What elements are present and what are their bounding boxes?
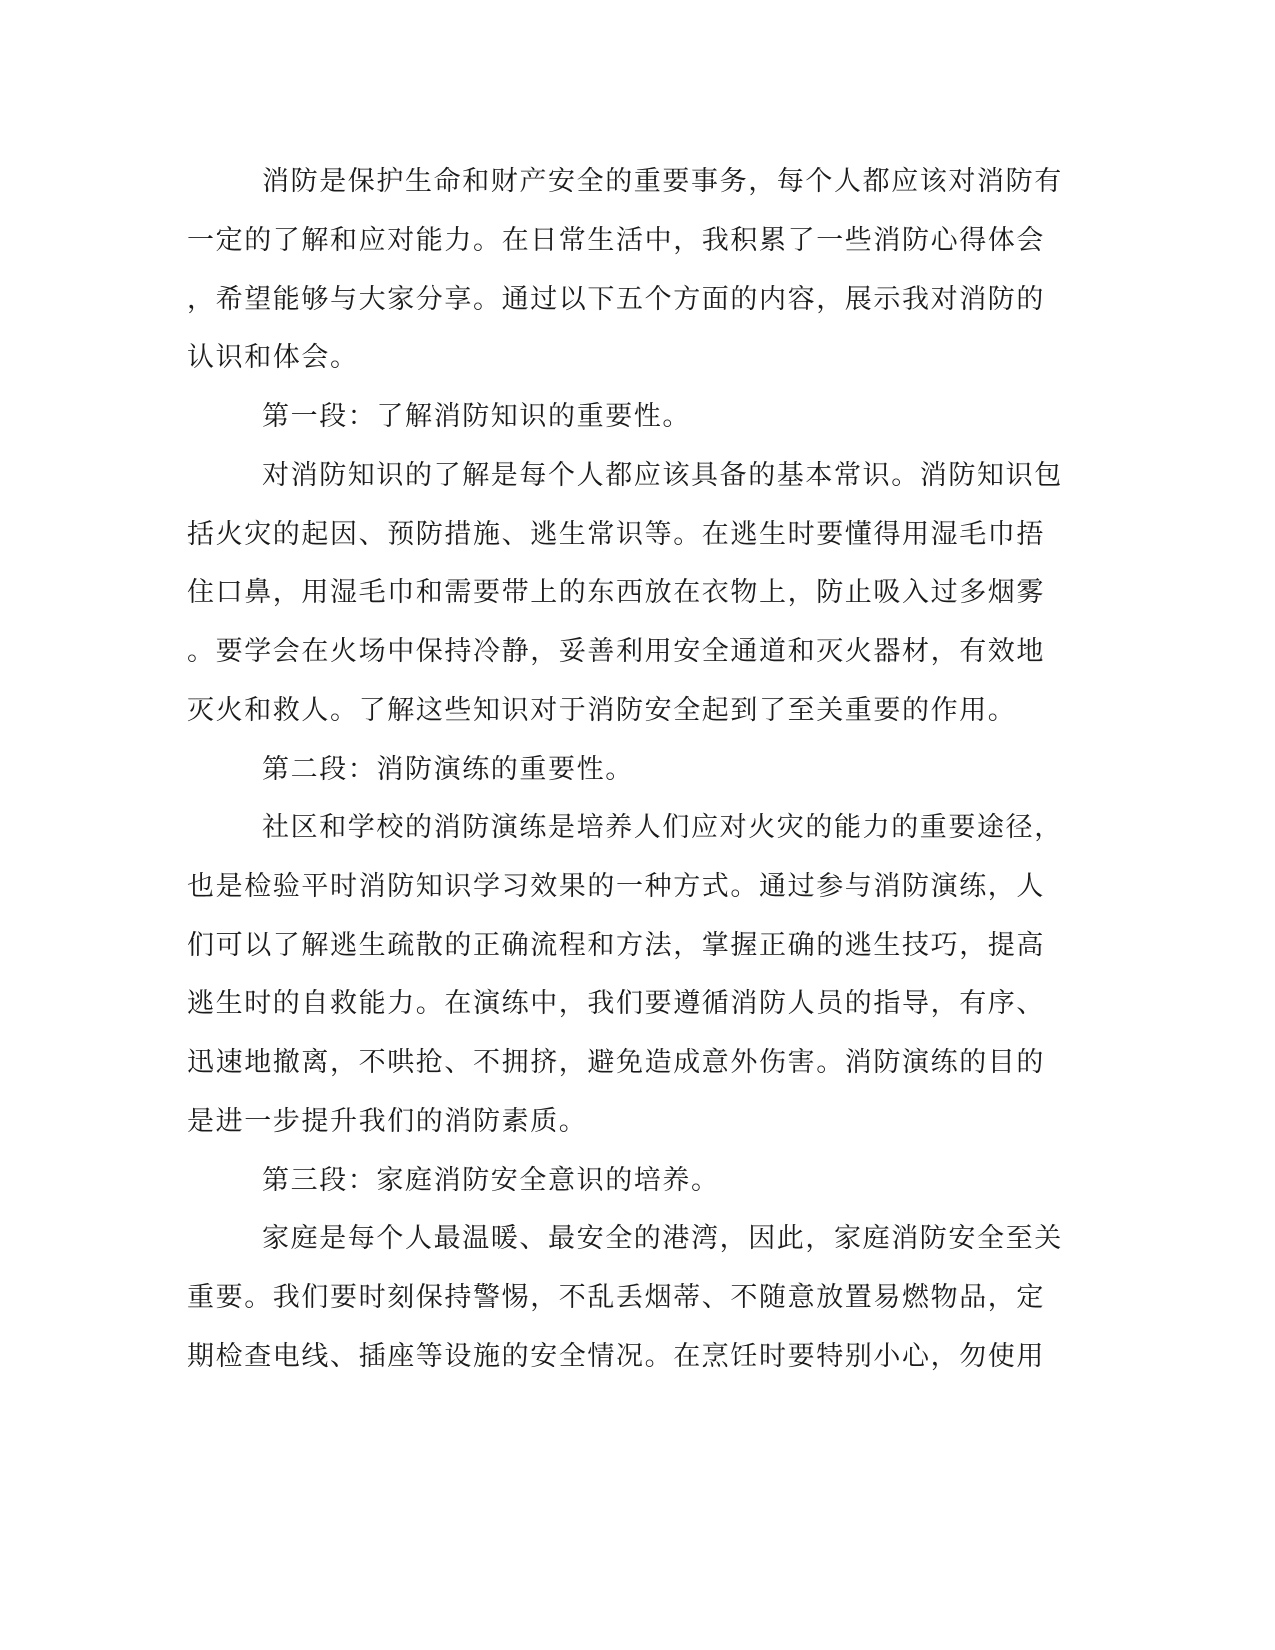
text-line: 住口鼻，用湿毛巾和需要带上的东西放在衣物上，防止吸入过多烟雾 xyxy=(187,577,1045,608)
text-line: ，希望能够与大家分享。通过以下五个方面的内容，展示我对消防的 xyxy=(187,284,1045,315)
text-line: 认识和体会。 xyxy=(187,342,359,373)
text-line: 重要。我们要时刻保持警惕，不乱丢烟蒂、不随意放置易燃物品，定 xyxy=(187,1282,1045,1313)
text-line: 括火灾的起因、预防措施、逃生常识等。在逃生时要懂得用湿毛巾捂 xyxy=(187,519,1045,550)
text-line: 对消防知识的了解是每个人都应该具备的基本常识。消防知识包 xyxy=(262,460,1063,491)
text-line: 家庭是每个人最温暖、最安全的港湾，因此，家庭消防安全至关 xyxy=(262,1223,1063,1254)
text-line: 也是检验平时消防知识学习效果的一种方式。通过参与消防演练，人 xyxy=(187,871,1045,902)
text-line: 们可以了解逃生疏散的正确流程和方法，掌握正确的逃生技巧，提高 xyxy=(187,930,1045,961)
section-heading: 第二段：消防演练的重要性。 xyxy=(262,754,634,785)
text-line: 逃生时的自救能力。在演练中，我们要遵循消防人员的指导，有序、 xyxy=(187,988,1045,1019)
text-line: 迅速地撤离，不哄抢、不拥挤，避免造成意外伤害。消防演练的目的 xyxy=(187,1047,1045,1078)
text-line: 是进一步提升我们的消防素质。 xyxy=(187,1106,588,1137)
section-heading: 第一段：了解消防知识的重要性。 xyxy=(262,401,691,432)
text-line: 消防是保护生命和财产安全的重要事务，每个人都应该对消防有 xyxy=(262,166,1063,197)
text-line: 社区和学校的消防演练是培养人们应对火灾的能力的重要途径， xyxy=(262,812,1063,843)
text-line: 一定的了解和应对能力。在日常生活中，我积累了一些消防心得体会 xyxy=(187,225,1045,256)
text-line: 。要学会在火场中保持冷静，妥善利用安全通道和灭火器材，有效地 xyxy=(187,636,1045,667)
text-line: 灭火和救人。了解这些知识对于消防安全起到了至关重要的作用。 xyxy=(187,695,1017,726)
text-line: 期检查电线、插座等设施的安全情况。在烹饪时要特别小心，勿使用 xyxy=(187,1341,1045,1372)
section-heading: 第三段：家庭消防安全意识的培养。 xyxy=(262,1165,720,1196)
